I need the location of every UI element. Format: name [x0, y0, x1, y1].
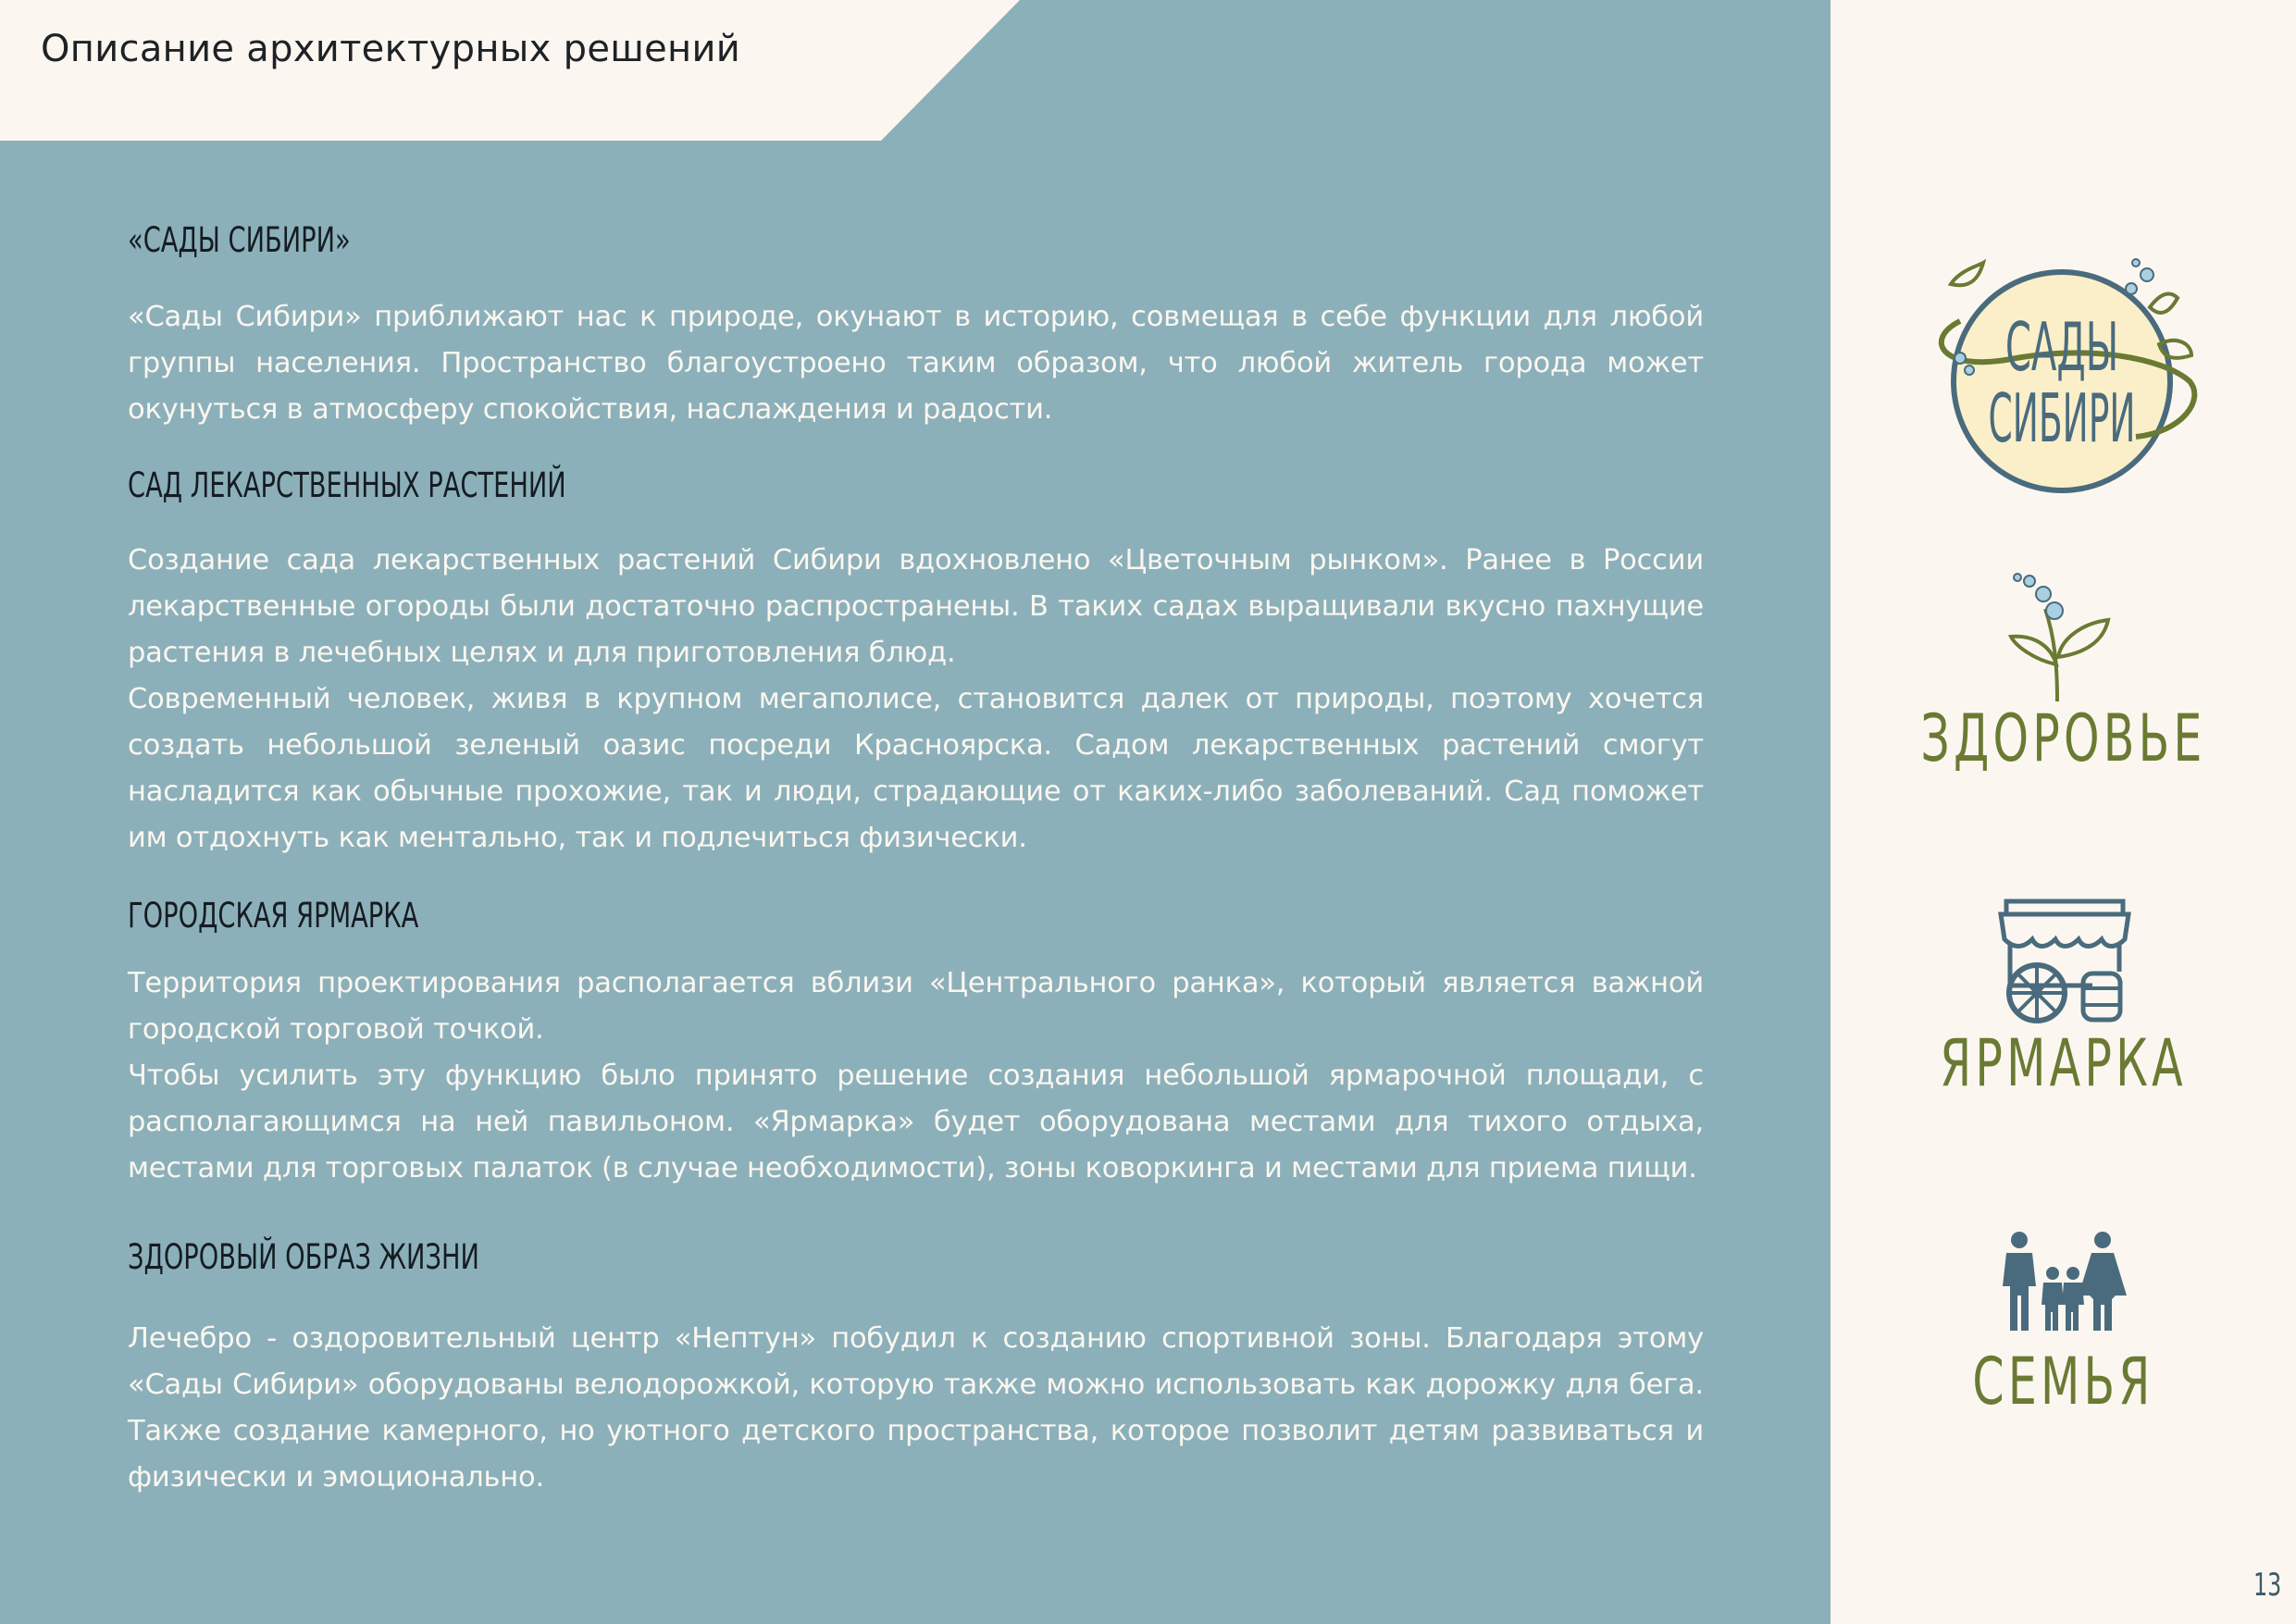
section-heading-city-fair: ГОРОДСКАЯ ЯРМАРКА	[128, 896, 419, 936]
section-text-sady-sibiri	[128, 294, 1704, 433]
logo-line-2: СИБИРИ	[1988, 378, 2136, 458]
paragraph: Создание сада лекарственных растений Сибири вдохновлено «Цветочным рынком». Ранее в России лекарственные огороды были достаточно распространены. В таких садах выращивали вкусно пахнущие растения в лечебных целях и для приготовления блюд.	[128, 544, 1704, 669]
header-tab	[0, 0, 1831, 141]
paragraph: Современный человек, живя в крупном мегаполисе, становится далек от природы, поэтому хочется создать небольшой зеленый оазис посреди Красноярска. Садом лекарственных растений смогут насладится как обычные прохожие, так и люди, страдающие от каких-либо заболеваний. Сад поможет им отдохнуть как ментально, так и подлечиться физически.	[128, 683, 1704, 854]
sprout-icon	[2006, 572, 2117, 701]
sidebar	[1831, 0, 2296, 1624]
section-heading-medicinal-garden: САД ЛЕКАРСТВЕННЫХ РАСТЕНИЙ	[128, 465, 566, 505]
paragraph: Чтобы усилить эту функцию было принято решение создания небольшой ярмарочной площади, с располагающимся на ней павильоном. «Ярмарка» будет оборудована местами для тихого отдыха, местами для торговых палаток (в случае необходимости), зоны коворкинга и местами для приема пищи.	[128, 1060, 1704, 1184]
page-number: 13	[2253, 1567, 2281, 1604]
logo-line-1: САДЫ	[2004, 308, 2119, 388]
section-text-city-fair	[128, 961, 1704, 1192]
section-text-medicinal-garden	[128, 538, 1704, 862]
sady-sibiri-logo	[1923, 252, 2201, 502]
paragraph: Лечебро - оздоровительный центр «Нептун» побудил к созданию спортивной зоны. Благодаря этому «Сады Сибири» оборудованы велодорожкой, которую также можно использовать как дорожку для бега. Также создание камерного, но уютного детского пространства, которое позволит детям развиваться и физически и эмоционально.	[128, 1322, 1704, 1494]
sidebar-label-family: СЕМЬЯ	[1972, 1344, 2154, 1419]
section-text-healthy-lifestyle	[128, 1316, 1704, 1501]
paragraph: «Сады Сибири» приближают нас к природе, окунают в историю, совмещая в себе функции для любой группы населения. Пространство благоустроено таким образом, что любой житель города может окунуться в атмосферу спокойствия, наслаждения и радости.	[128, 301, 1704, 426]
family-icon	[1999, 1231, 2128, 1333]
sidebar-label-health: ЗДОРОВЬЕ	[1920, 700, 2206, 776]
market-stall-icon	[1995, 898, 2134, 1027]
section-heading-healthy-lifestyle: ЗДОРОВЫЙ ОБРАЗ ЖИЗНИ	[128, 1237, 479, 1277]
section-heading-sady-sibiri: «САДЫ СИБИРИ»	[128, 220, 351, 260]
page-title: Описание архитектурных решений	[41, 28, 741, 70]
paragraph: Территория проектирования располагается вблизи «Центрального ранка», который является важной городской торговой точкой.	[128, 967, 1704, 1046]
sidebar-label-fair: ЯРМАРКА	[1940, 1025, 2187, 1101]
